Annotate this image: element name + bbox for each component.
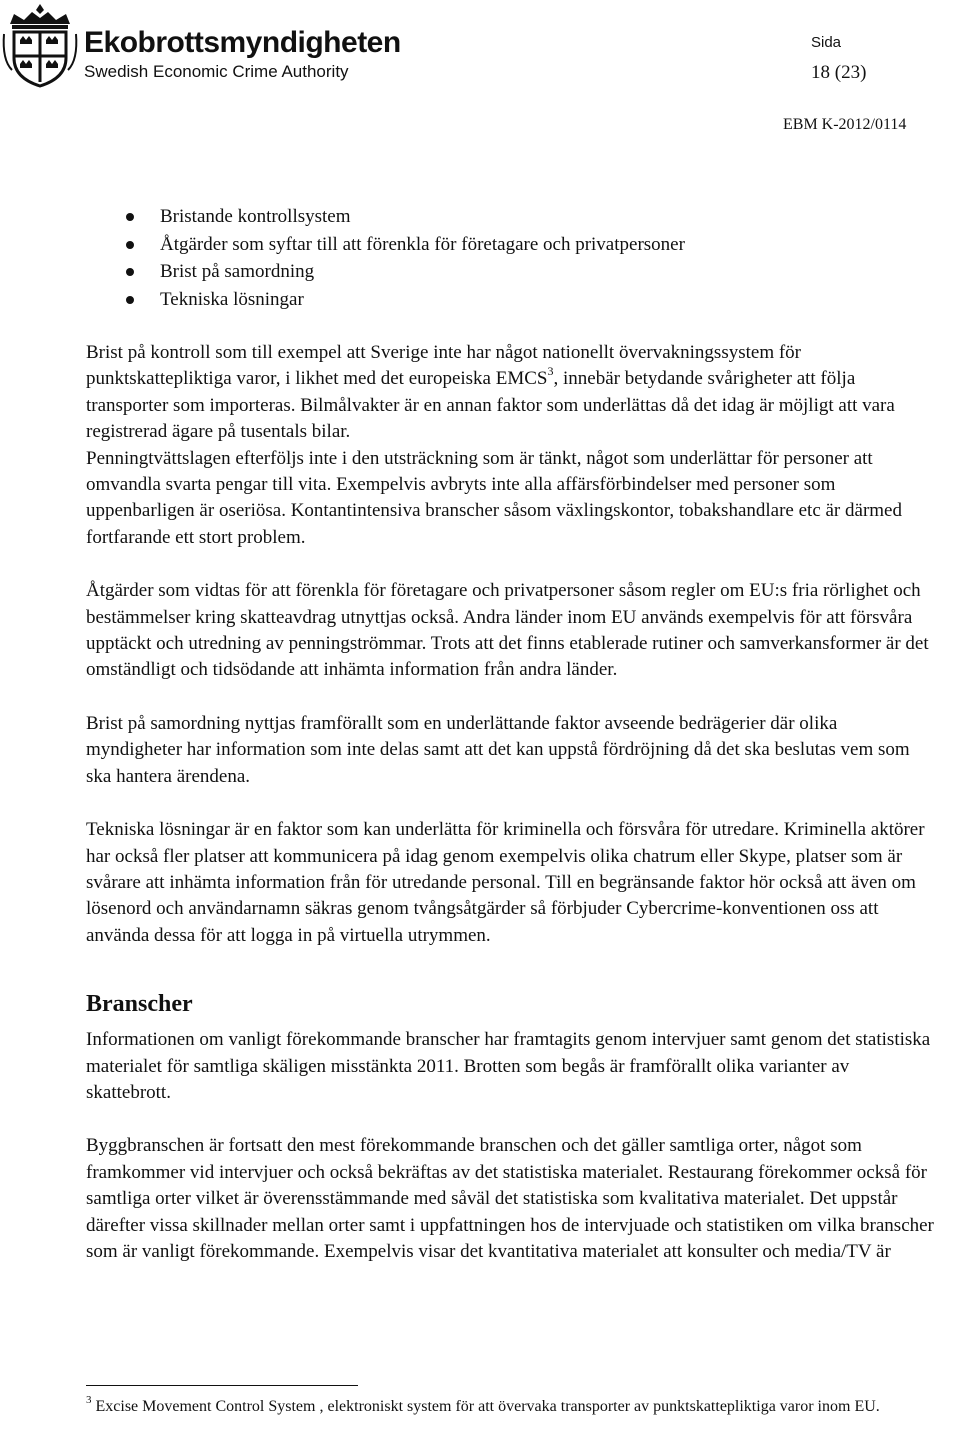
- bullet-icon: [126, 268, 134, 276]
- footnote: [86, 1393, 936, 1418]
- org-name: Ekobrottsmyndigheten: [84, 26, 401, 59]
- org-subtitle: Swedish Economic Crime Authority: [84, 62, 349, 81]
- crest-icon: [0, 0, 80, 90]
- section-heading: Branscher: [86, 991, 193, 1018]
- paragraph: Brist på samordning nyttjas framförallt som en underlättande faktor avseende bedrägerier där olika myndigheter har information som inte delas samt att det kan uppstå fördröjning då det ska beslutas vem som ska hantera ärendena.: [86, 712, 910, 787]
- page-header: [0, 0, 960, 133]
- list-item-text: Bristande kontrollsystem: [160, 206, 351, 227]
- paragraph-text: Brist på kontroll som till exempel att Sverige inte har något nationellt övervakningssystem för punktskattepliktiga varor, i likhet med det europeiska EMCS: [86, 342, 801, 390]
- bullet-icon: [126, 296, 134, 304]
- list-item: [86, 286, 936, 314]
- paragraph: Tekniska lösningar är en faktor som kan underlätta för kriminella och försvåra för utredare. Kriminella aktörer har också fler platser att kommunicera på idag genom exempelvis olika chatrum eller Skype, platser som är svårare att inhämta information från för utredande personal. Till en begränsande faktor hör också att även om lösenord och användarnamn säkras genom tvångsåtgärder så förbjuder Cybercrime-konventionen oss att använda dessa för att logga in på virtuella utrymmen.: [86, 819, 925, 946]
- footnote-ref[interactable]: 3: [547, 364, 554, 379]
- paragraph-text: , innebär betydande svårigheter att följa transporter som importeras. Bilmålvakter är en annan faktor som underlättas då det idag är möjligt att vara registrerad ägare på tusentals bilar.: [86, 368, 895, 443]
- list-item: [86, 231, 936, 259]
- page-number: 18 (23): [811, 62, 867, 83]
- paragraph: Penningtvättslagen efterföljs inte i den utsträckning som är tänkt, något som underlättar för personer att omvandla svarta pengar till vita. Exempelvis avbryts inte alla affärsförbindelser med personer som uppenbarligen är oseriösa. Kontantintensiva branscher såsom växlingskontor, tobakshandlare etc är därmed fortfarande ett stort problem.: [86, 447, 902, 548]
- bullet-list: [86, 203, 936, 313]
- list-item-text: Tekniska lösningar: [160, 288, 304, 310]
- footnote-divider: [86, 1385, 358, 1386]
- paragraph: [86, 340, 936, 446]
- bullet-icon: [126, 213, 134, 221]
- agency-logo: [0, 0, 401, 90]
- paragraph: Informationen om vanligt förekommande branscher har framtagits genom intervjuer samt genom det statistiska materialet för samtliga skäligen misstänkta 2011. Brotten som begås är framförallt olika varianter av skattebrott.: [86, 1029, 931, 1103]
- bullet-icon: [126, 241, 134, 249]
- list-item: [86, 258, 936, 286]
- document-body: [86, 203, 936, 1292]
- list-item: [86, 203, 936, 231]
- paragraph: Åtgärder som vidtas för att förenkla för företagare och privatpersoner såsom regler om EU:s fria rörlighet och bestämmelser kring skatteavdrag utnyttjas också. Andra länder inom EU används exempelvis för att försvåra upptäckt och utredning av penningströmmar. Trots att det finns etablerade rutiner och samverkansformer är det omständligt och tidsödande att inhämta information från andra länder.: [86, 580, 929, 681]
- page-label: Sida: [811, 34, 842, 51]
- list-item-text: Brist på samordning: [160, 261, 315, 282]
- footnote-text: Excise Movement Control System , elektroniskt system för att övervaka transporter av punktskattepliktiga varor inom EU.: [95, 1398, 880, 1415]
- footnote-marker: 3: [86, 1393, 92, 1406]
- list-item-text: Åtgärder som syftar till att förenkla för företagare och privatpersoner: [160, 233, 685, 255]
- document-reference: EBM K-2012/0114: [783, 116, 907, 133]
- paragraph: Byggbranschen är fortsatt den mest förekommande branschen och det gäller samtliga orter, något som framkommer vid intervjuer och också bekräftas av det statistiska materialet. Restaurang förekommer också för samtliga orter vilket är överensstämmande med såväl det statistiska som kvalitativa materialet. Det uppstår därefter vissa skillnader mellan orter samt i uppfattningen hos de intervjuade och statistiken om vilka branscher som är vanligt förekommande. Exempelvis visar det kvantitativa materialet att konsulter och media/TV är: [86, 1135, 934, 1262]
